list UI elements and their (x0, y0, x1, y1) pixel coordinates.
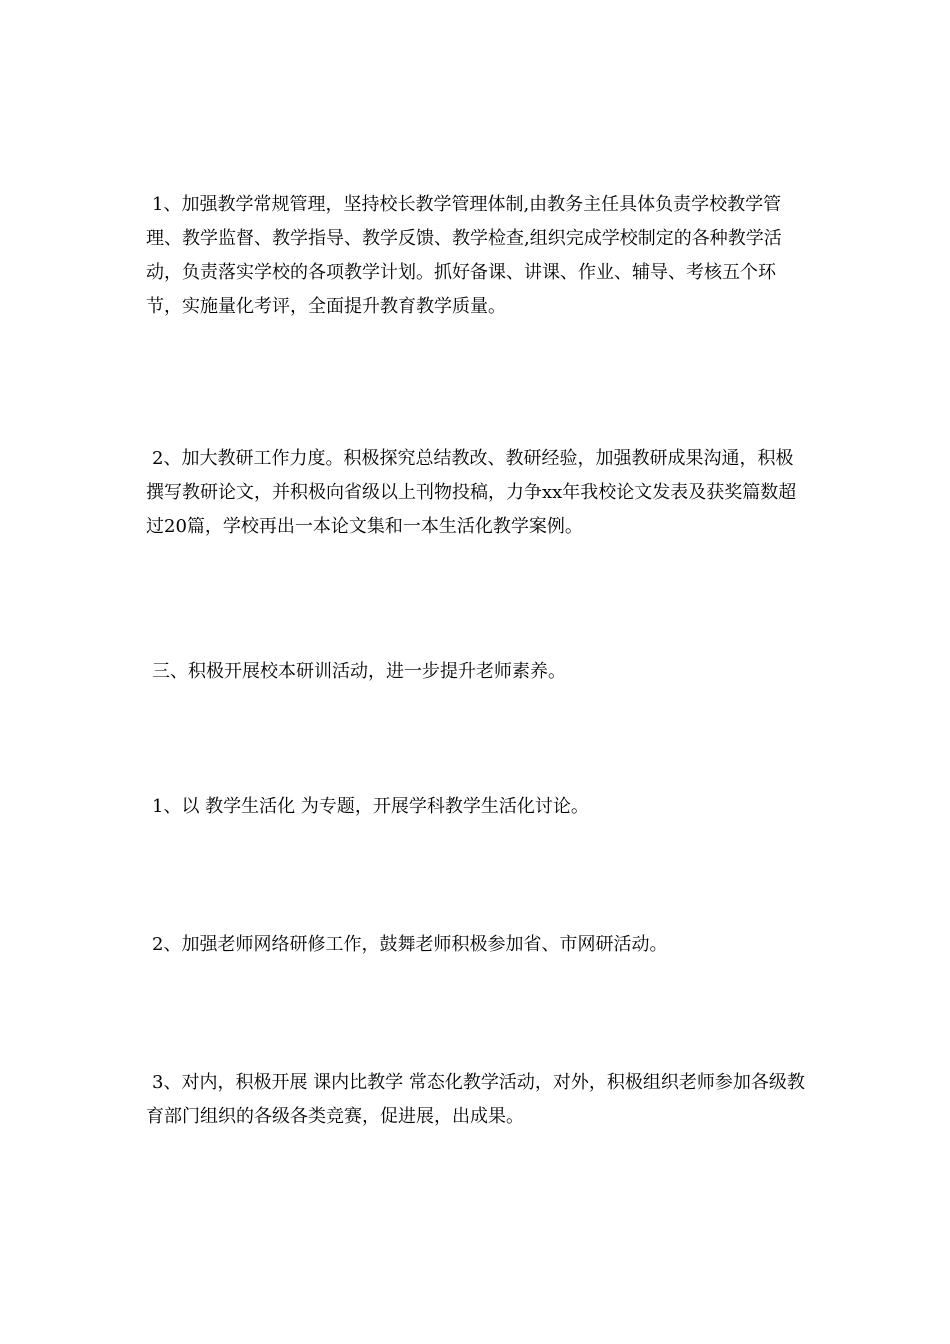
section-heading-school-training: 三、积极开展校本研训活动，进一步提升老师素养。 (152, 661, 566, 682)
paragraph-life-oriented-teaching: 1、以 教学生活化 为专题，开展学科教学生活化讨论。 (152, 796, 589, 817)
paragraph-teaching-routine: 1、加强教学常规管理，坚持校长教学管理体制,由教务主任具体负责学校教学管理、教学监督、教学指导、教学反馈、教学检查,组织完成学校制定的各种教学活动，负责落实学校的各项教学计划。抓好备课、讲课、作业、辅导、考核五个环节，实施量化考评，全面提升教育教学质量。 (146, 194, 782, 317)
paragraph-online-training: 2、加强老师网络研修工作，鼓舞老师积极参加省、市网研活动。 (152, 934, 668, 955)
paragraph-competitions: 3、对内，积极开展 课内比教学 常态化教学活动，对外，积极组织老师参加各级教育部门组织的各级各类竞赛，促进展，出成果。 (146, 1072, 805, 1127)
paragraph-teaching-research: 2、加大教研工作力度。积极探究总结教改、教研经验，加强教研成果沟通，积极撰写教研论文，并积极向省级以上刊物投稿，力争xx年我校论文发表及获奖篇数超过20篇，学校再出一本论文集和一本生活化教学案例。 (146, 448, 797, 537)
